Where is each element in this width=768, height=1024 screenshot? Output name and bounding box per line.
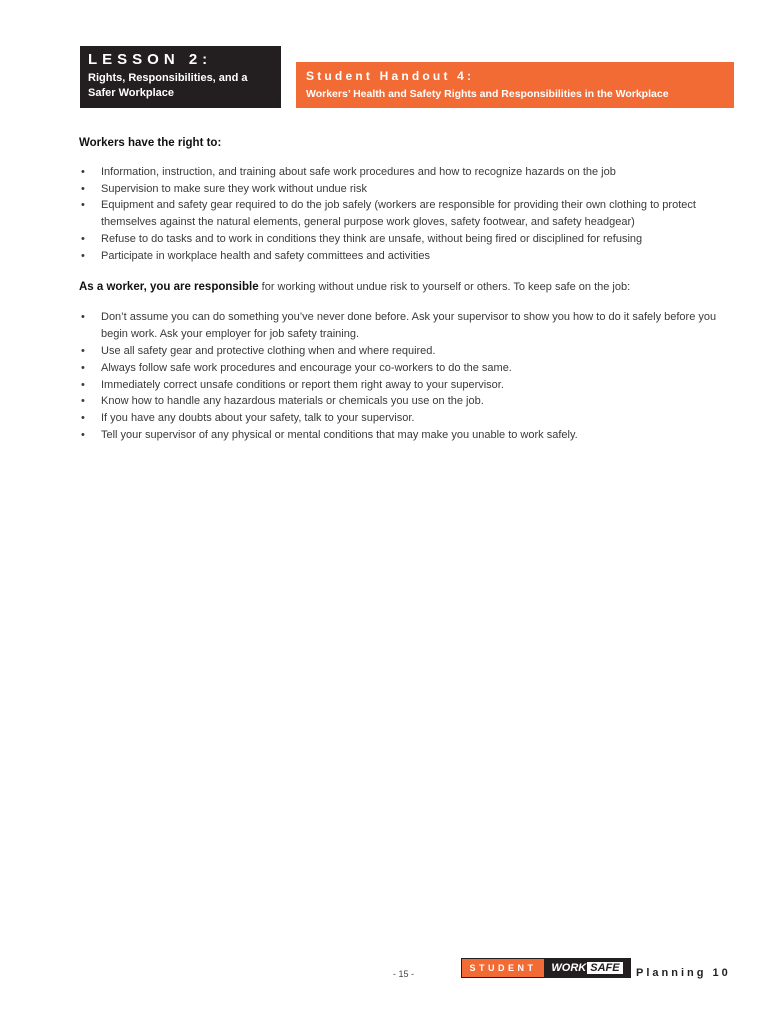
list-item-text: Always follow safe work procedures and encourage your co-workers to do the same. xyxy=(101,361,512,374)
responsibilities-intro xyxy=(79,279,735,296)
bullet-icon: • xyxy=(81,412,85,425)
responsibilities-lead: As a worker, you are responsible xyxy=(79,280,259,293)
bullet-icon: • xyxy=(81,199,85,212)
rights-heading: Workers have the right to: xyxy=(79,137,222,149)
bullet-icon: • xyxy=(81,344,85,357)
handout-header-box xyxy=(296,62,734,108)
bullet-icon: • xyxy=(81,395,85,408)
responsibilities-lead-rest: for working without undue risk to yourself or others. To keep safe on the job: xyxy=(258,280,631,293)
list-item xyxy=(79,181,735,198)
logo-worksafe xyxy=(544,959,630,977)
list-item-text: Participate in workplace health and safety committees and activities xyxy=(101,249,430,262)
bullet-icon: • xyxy=(81,311,85,324)
handout-subtitle: Workers’ Health and Safety Rights and Responsibilities in the Workplace xyxy=(306,88,669,100)
list-item-text: If you have any doubts about your safety, talk to your supervisor. xyxy=(101,412,415,425)
list-item xyxy=(79,427,735,444)
rights-list xyxy=(79,164,735,265)
lesson-header-box xyxy=(80,46,281,108)
student-worksafe-logo xyxy=(461,958,631,978)
bullet-icon: • xyxy=(81,428,85,441)
list-item-text: Don’t assume you can do something you’ve never done before. Ask your supervisor to show you how to do it safely before you begin work. Ask your employer for job safety training. xyxy=(101,311,717,341)
bullet-icon: • xyxy=(81,378,85,391)
list-item xyxy=(79,360,735,377)
handout-content xyxy=(79,135,735,444)
lesson-title: LESSON 2: xyxy=(88,51,213,68)
list-item-text: Information, instruction, and training about safe work procedures and how to recognize hazards on the job xyxy=(101,165,616,178)
bullet-icon: • xyxy=(81,182,85,195)
list-item xyxy=(79,248,735,265)
logo-work-text: WORK xyxy=(551,962,587,974)
list-item-text: Supervision to make sure they work without undue risk xyxy=(101,182,367,195)
course-label: Planning 10 xyxy=(636,967,731,979)
handout-title: Student Handout 4: xyxy=(306,69,475,83)
logo-student-text: STUDENT xyxy=(462,959,544,977)
bullet-icon: • xyxy=(81,249,85,262)
list-item xyxy=(79,410,735,427)
list-item-text: Tell your supervisor of any physical or mental conditions that may make you unable to work safely. xyxy=(101,428,578,441)
list-item-text: Immediately correct unsafe conditions or report them right away to your supervisor. xyxy=(101,378,504,391)
list-item xyxy=(79,343,735,360)
logo-safe-text: SAFE xyxy=(587,962,622,974)
list-item xyxy=(79,197,735,231)
list-item-text: Know how to handle any hazardous materials or chemicals you use on the job. xyxy=(101,395,484,408)
lesson-subtitle: Rights, Responsibilities, and a Safer Workplace xyxy=(88,72,248,99)
list-item xyxy=(79,231,735,248)
list-item xyxy=(79,393,735,410)
list-item xyxy=(79,164,735,181)
bullet-icon: • xyxy=(81,165,85,178)
list-item-text: Use all safety gear and protective clothing when and where required. xyxy=(101,344,436,357)
bullet-icon: • xyxy=(81,361,85,374)
list-item-text: Refuse to do tasks and to work in conditions they think are unsafe, without being fired or disciplined for refusing xyxy=(101,232,643,245)
list-item xyxy=(79,377,735,394)
list-item-text: Equipment and safety gear required to do the job safely (workers are responsible for providing their own clothing to protect themselves against the natural elements, general purpose work gloves, safety footwear, and safety headgear) xyxy=(101,199,696,229)
page-number: - 15 - xyxy=(393,969,415,979)
responsibilities-list xyxy=(79,309,735,443)
bullet-icon: • xyxy=(81,232,85,245)
list-item xyxy=(79,309,735,343)
